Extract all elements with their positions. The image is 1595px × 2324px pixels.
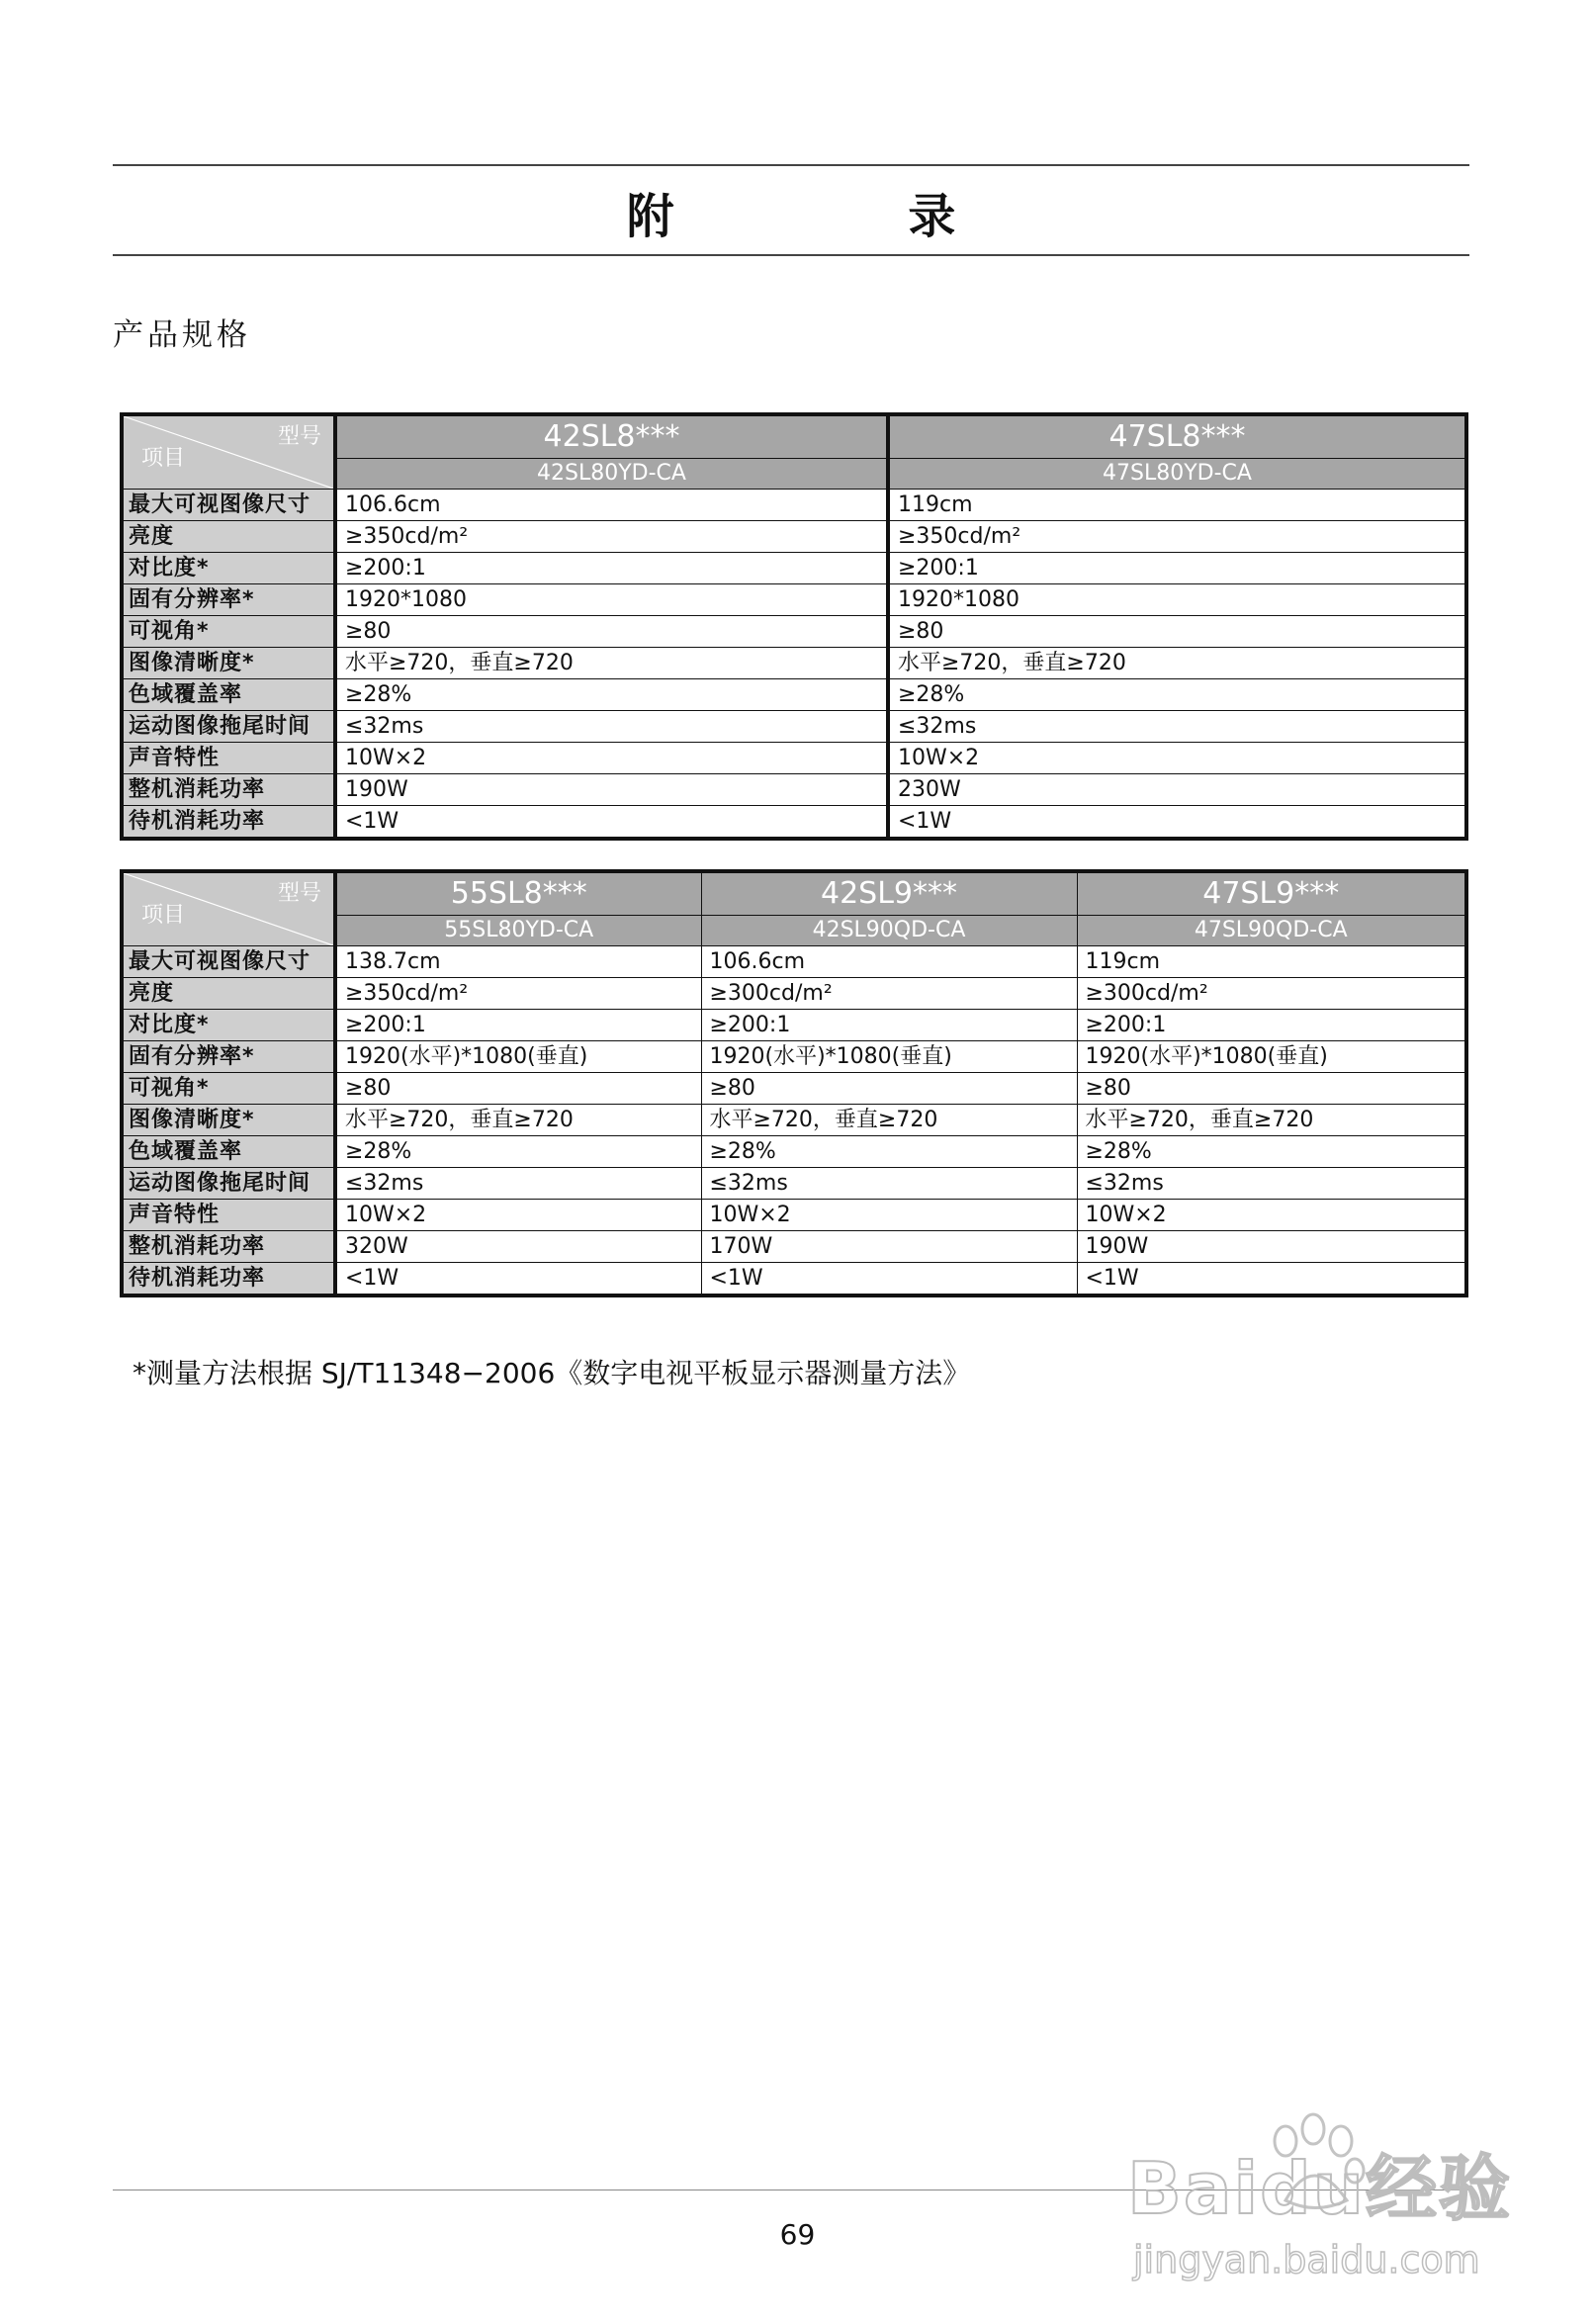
spec-value-cell: ≤32ms bbox=[335, 711, 888, 743]
spec-value-cell: 10W×2 bbox=[1077, 1200, 1466, 1231]
series-header: 42SL8*** bbox=[335, 414, 888, 459]
spec-value-cell: 119cm bbox=[1077, 946, 1466, 978]
model-header: 55SL80YD-CA bbox=[335, 916, 701, 946]
model-header: 47SL80YD-CA bbox=[888, 459, 1466, 490]
model-header: 42SL80YD-CA bbox=[335, 459, 888, 490]
row-label: 亮度 bbox=[122, 978, 335, 1010]
spec-value-cell: 190W bbox=[335, 774, 888, 806]
spec-value-cell: <1W bbox=[1077, 1263, 1466, 1296]
spec-value-cell: <1W bbox=[888, 806, 1466, 840]
spec-value-cell: <1W bbox=[335, 1263, 701, 1296]
row-label: 固有分辨率* bbox=[122, 1041, 335, 1073]
spec-value-cell: 119cm bbox=[888, 490, 1466, 521]
table-row bbox=[122, 679, 1466, 711]
watermark-logo: Baidu经验 bbox=[1127, 2147, 1512, 2230]
spec-value-cell: ≥28% bbox=[335, 1136, 701, 1168]
page-title: 附 录 bbox=[626, 189, 1065, 244]
footnote: *测量方法根据 SJ/T11348−2006《数字电视平板显示器测量方法》 bbox=[133, 1357, 971, 1389]
spec-value-cell: ≥200:1 bbox=[1077, 1010, 1466, 1041]
table-row bbox=[122, 521, 1466, 553]
row-label: 对比度* bbox=[122, 553, 335, 584]
title-rule bbox=[113, 254, 1469, 256]
series-header: 47SL9*** bbox=[1077, 871, 1466, 916]
row-label: 运动图像拖尾时间 bbox=[122, 711, 335, 743]
spec-value-cell: <1W bbox=[701, 1263, 1077, 1296]
watermark-url: jingyan.baidu.com bbox=[1133, 2238, 1480, 2281]
corner-model-label: 型号 bbox=[277, 881, 321, 906]
spec-value-cell: 106.6cm bbox=[701, 946, 1077, 978]
row-label: 色域覆盖率 bbox=[122, 1136, 335, 1168]
spec-value-cell: 水平≥720，垂直≥720 bbox=[335, 1105, 701, 1136]
top-rule bbox=[113, 164, 1469, 166]
spec-value-cell: 10W×2 bbox=[701, 1200, 1077, 1231]
table-row bbox=[122, 806, 1466, 840]
spec-value-cell: 190W bbox=[1077, 1231, 1466, 1263]
spec-value-cell: ≥28% bbox=[1077, 1136, 1466, 1168]
row-label: 色域覆盖率 bbox=[122, 679, 335, 711]
spec-value-cell: ≥80 bbox=[701, 1073, 1077, 1105]
table-row bbox=[122, 616, 1466, 648]
series-header: 47SL8*** bbox=[888, 414, 1466, 459]
corner-model-label: 型号 bbox=[277, 424, 321, 449]
spec-value-cell: ≤32ms bbox=[335, 1168, 701, 1200]
spec-value-cell: ≤32ms bbox=[1077, 1168, 1466, 1200]
spec-value-cell: 1920(水平)*1080(垂直) bbox=[701, 1041, 1077, 1073]
row-label: 声音特性 bbox=[122, 743, 335, 774]
spec-value-cell: ≥350cd/m² bbox=[335, 521, 888, 553]
spec-value-cell: 106.6cm bbox=[335, 490, 888, 521]
spec-value-cell: 水平≥720，垂直≥720 bbox=[888, 648, 1466, 679]
table-row bbox=[122, 978, 1466, 1010]
spec-value-cell: ≥350cd/m² bbox=[888, 521, 1466, 553]
row-label: 可视角* bbox=[122, 616, 335, 648]
table-row bbox=[122, 584, 1466, 616]
spec-value-cell: 水平≥720，垂直≥720 bbox=[701, 1105, 1077, 1136]
table-row bbox=[122, 1168, 1466, 1200]
table-row bbox=[122, 743, 1466, 774]
table-row bbox=[122, 553, 1466, 584]
table-row bbox=[122, 1105, 1466, 1136]
model-header: 42SL90QD-CA bbox=[701, 916, 1077, 946]
row-label: 可视角* bbox=[122, 1073, 335, 1105]
table-row bbox=[122, 490, 1466, 521]
row-label: 待机消耗功率 bbox=[122, 1263, 335, 1296]
section-title: 产品规格 bbox=[113, 317, 251, 353]
spec-value-cell: ≥300cd/m² bbox=[1077, 978, 1466, 1010]
table-row bbox=[122, 1073, 1466, 1105]
spec-value-cell: 1920(水平)*1080(垂直) bbox=[335, 1041, 701, 1073]
spec-value-cell: ≥28% bbox=[335, 679, 888, 711]
spec-value-cell: 170W bbox=[701, 1231, 1077, 1263]
spec-value-cell: ≥200:1 bbox=[335, 553, 888, 584]
model-header: 47SL90QD-CA bbox=[1077, 916, 1466, 946]
row-label: 最大可视图像尺寸 bbox=[122, 490, 335, 521]
table-row bbox=[122, 711, 1466, 743]
page-number: 69 bbox=[779, 2218, 816, 2251]
spec-value-cell: 水平≥720，垂直≥720 bbox=[335, 648, 888, 679]
table-corner-header bbox=[122, 871, 335, 946]
spec-value-cell: ≥200:1 bbox=[701, 1010, 1077, 1041]
row-label: 图像清晰度* bbox=[122, 648, 335, 679]
spec-value-cell: ≤32ms bbox=[888, 711, 1466, 743]
table-row bbox=[122, 648, 1466, 679]
spec-value-cell: 1920*1080 bbox=[888, 584, 1466, 616]
row-label: 亮度 bbox=[122, 521, 335, 553]
spec-value-cell: 138.7cm bbox=[335, 946, 701, 978]
series-header: 42SL9*** bbox=[701, 871, 1077, 916]
row-label: 整机消耗功率 bbox=[122, 1231, 335, 1263]
table-row bbox=[122, 1200, 1466, 1231]
table-row bbox=[122, 774, 1466, 806]
spec-value-cell: ≥200:1 bbox=[335, 1010, 701, 1041]
spec-value-cell: 1920*1080 bbox=[335, 584, 888, 616]
spec-table-1 bbox=[120, 412, 1468, 841]
row-label: 最大可视图像尺寸 bbox=[122, 946, 335, 978]
row-label: 待机消耗功率 bbox=[122, 806, 335, 840]
table-row bbox=[122, 946, 1466, 978]
table-row bbox=[122, 1263, 1466, 1296]
spec-value-cell: 10W×2 bbox=[335, 1200, 701, 1231]
spec-value-cell: ≥28% bbox=[888, 679, 1466, 711]
row-label: 声音特性 bbox=[122, 1200, 335, 1231]
spec-value-cell: <1W bbox=[335, 806, 888, 840]
spec-value-cell: ≥28% bbox=[701, 1136, 1077, 1168]
spec-value-cell: ≥200:1 bbox=[888, 553, 1466, 584]
spec-value-cell: ≥300cd/m² bbox=[701, 978, 1077, 1010]
spec-value-cell: 1920(水平)*1080(垂直) bbox=[1077, 1041, 1466, 1073]
watermark bbox=[1127, 2131, 1523, 2304]
spec-value-cell: ≤32ms bbox=[701, 1168, 1077, 1200]
corner-item-label: 项目 bbox=[141, 446, 186, 471]
spec-value-cell: ≥80 bbox=[335, 1073, 701, 1105]
spec-value-cell: ≥80 bbox=[335, 616, 888, 648]
spec-table-2 bbox=[120, 869, 1468, 1297]
row-label: 固有分辨率* bbox=[122, 584, 335, 616]
table-row bbox=[122, 1041, 1466, 1073]
spec-value-cell: 230W bbox=[888, 774, 1466, 806]
spec-value-cell: ≥80 bbox=[1077, 1073, 1466, 1105]
corner-item-label: 项目 bbox=[141, 903, 186, 928]
spec-value-cell: 320W bbox=[335, 1231, 701, 1263]
row-label: 对比度* bbox=[122, 1010, 335, 1041]
spec-value-cell: ≥350cd/m² bbox=[335, 978, 701, 1010]
row-label: 图像清晰度* bbox=[122, 1105, 335, 1136]
row-label: 运动图像拖尾时间 bbox=[122, 1168, 335, 1200]
spec-value-cell: 10W×2 bbox=[888, 743, 1466, 774]
row-label: 整机消耗功率 bbox=[122, 774, 335, 806]
spec-value-cell: 水平≥720，垂直≥720 bbox=[1077, 1105, 1466, 1136]
table-row bbox=[122, 1136, 1466, 1168]
spec-value-cell: ≥80 bbox=[888, 616, 1466, 648]
spec-value-cell: 10W×2 bbox=[335, 743, 888, 774]
table-row bbox=[122, 1010, 1466, 1041]
table-row bbox=[122, 1231, 1466, 1263]
series-header: 55SL8*** bbox=[335, 871, 701, 916]
table-corner-header bbox=[122, 414, 335, 490]
